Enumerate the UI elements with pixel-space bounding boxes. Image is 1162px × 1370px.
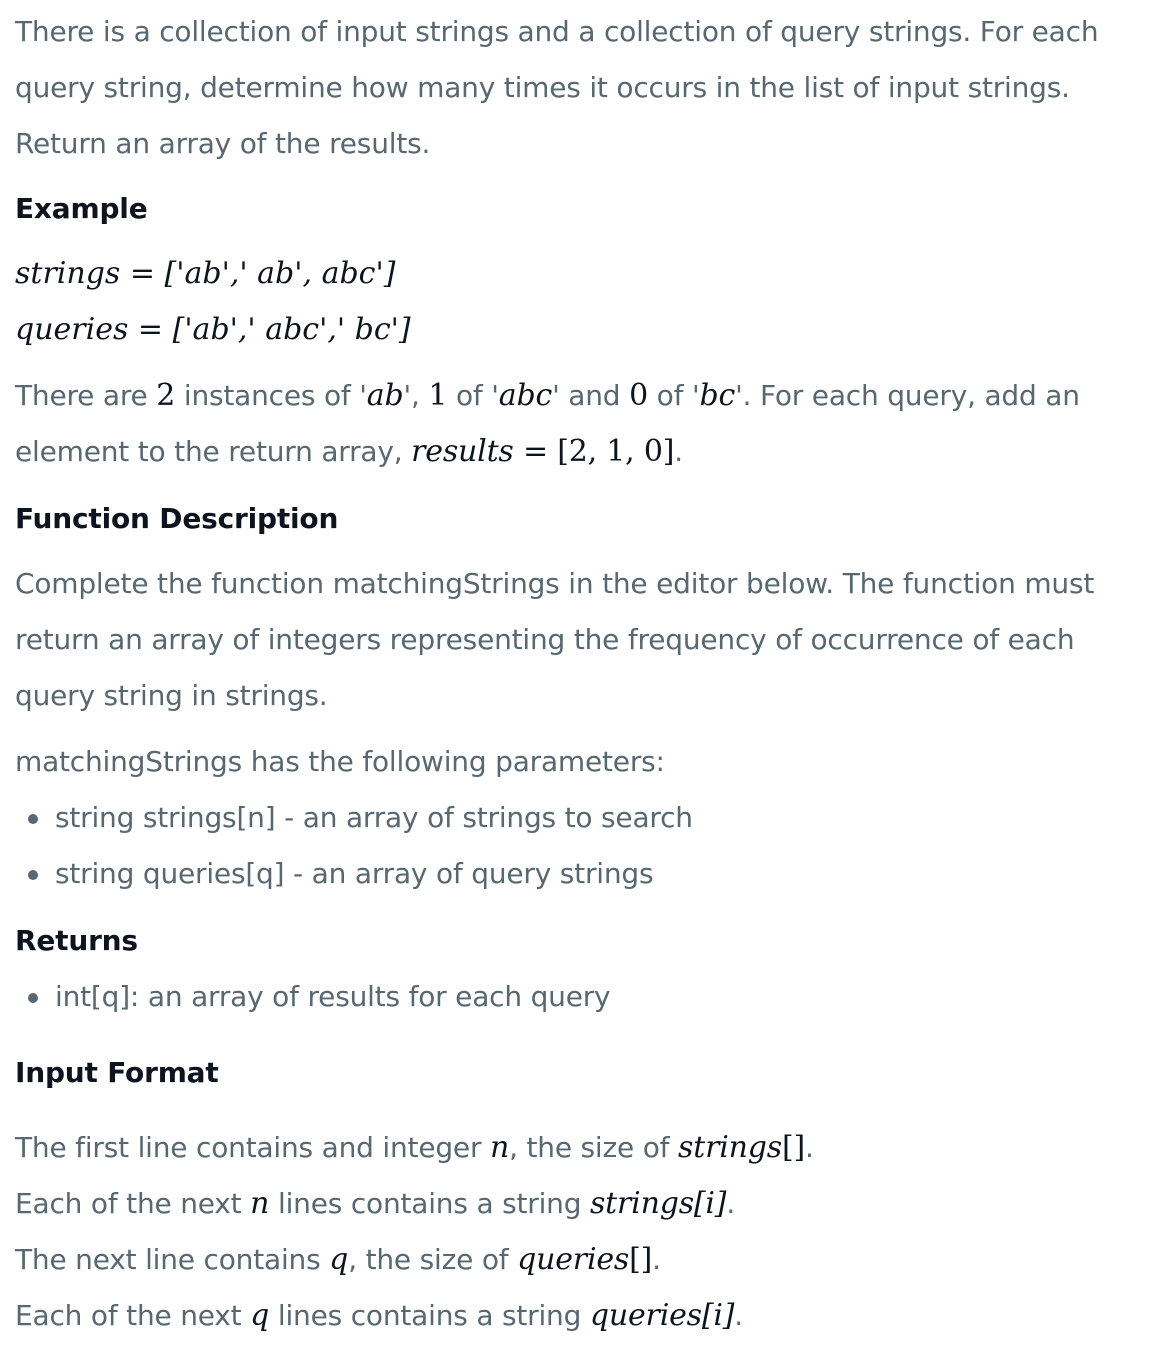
returns-heading: Returns	[15, 924, 138, 957]
function-description-heading: Function Description	[15, 502, 339, 535]
example-heading: Example	[15, 192, 148, 225]
count-bc: 0	[629, 378, 648, 413]
input-line-4: Each of the next q lines contains a string queries[i].	[15, 1298, 743, 1333]
queries-value: ['ab',' abc',' bc']	[172, 312, 411, 347]
strings-equation: strings = ['ab',' ab', abc']	[15, 256, 396, 291]
query-abc: abc	[498, 378, 553, 413]
query-bc: bc	[699, 378, 736, 413]
input-line-3: The next line contains q, the size of queries[].	[15, 1242, 661, 1277]
bullet-icon	[28, 870, 38, 880]
query-ab: ab	[366, 378, 404, 413]
input-format-heading: Input Format	[15, 1056, 219, 1089]
count-abc: 1	[428, 378, 448, 413]
strings-variable: strings	[15, 256, 121, 291]
parameters-intro: matchingStrings has the following parameters:	[15, 745, 665, 778]
returns-list	[15, 969, 1115, 1025]
input-line-2: Each of the next n lines contains a string strings[i].	[15, 1186, 736, 1221]
function-description-text: Complete the function matchingStrings in the editor below. The function must return an array of integers representing the frequency of occurrence of each query string in strings.	[15, 567, 1095, 712]
list-item: string queries[q] - an array of query strings	[15, 846, 1115, 902]
input-line-1: The first line contains and integer n, the size of strings[].	[15, 1130, 814, 1165]
queries-variable: queries	[15, 312, 129, 347]
instances-paragraph: There are 2 instances of 'ab', 1 of 'abc' and 0 of 'bc'. For each query, add an element to the return array, results = [2, 1, 0].	[15, 378, 1080, 469]
results-value: [2, 1, 0]	[557, 434, 675, 469]
list-item: int[q]: an array of results for each query	[15, 969, 1115, 1025]
parameters-list	[15, 790, 1115, 902]
strings-value: ['ab',' ab', abc']	[164, 256, 396, 291]
input-format-lines	[15, 1120, 1125, 1344]
bullet-icon	[28, 993, 38, 1003]
intro-paragraph: There is a collection of input strings and a collection of query strings. For each query string, determine how many times it occurs in the list of input strings. Return an array of the results.	[15, 15, 1099, 160]
results-variable: results	[411, 434, 514, 469]
queries-equation: queries = ['ab',' abc',' bc']	[15, 312, 411, 347]
bullet-icon	[28, 814, 38, 824]
list-item: string strings[n] - an array of strings to search	[15, 790, 1115, 846]
count-ab: 2	[156, 378, 176, 413]
